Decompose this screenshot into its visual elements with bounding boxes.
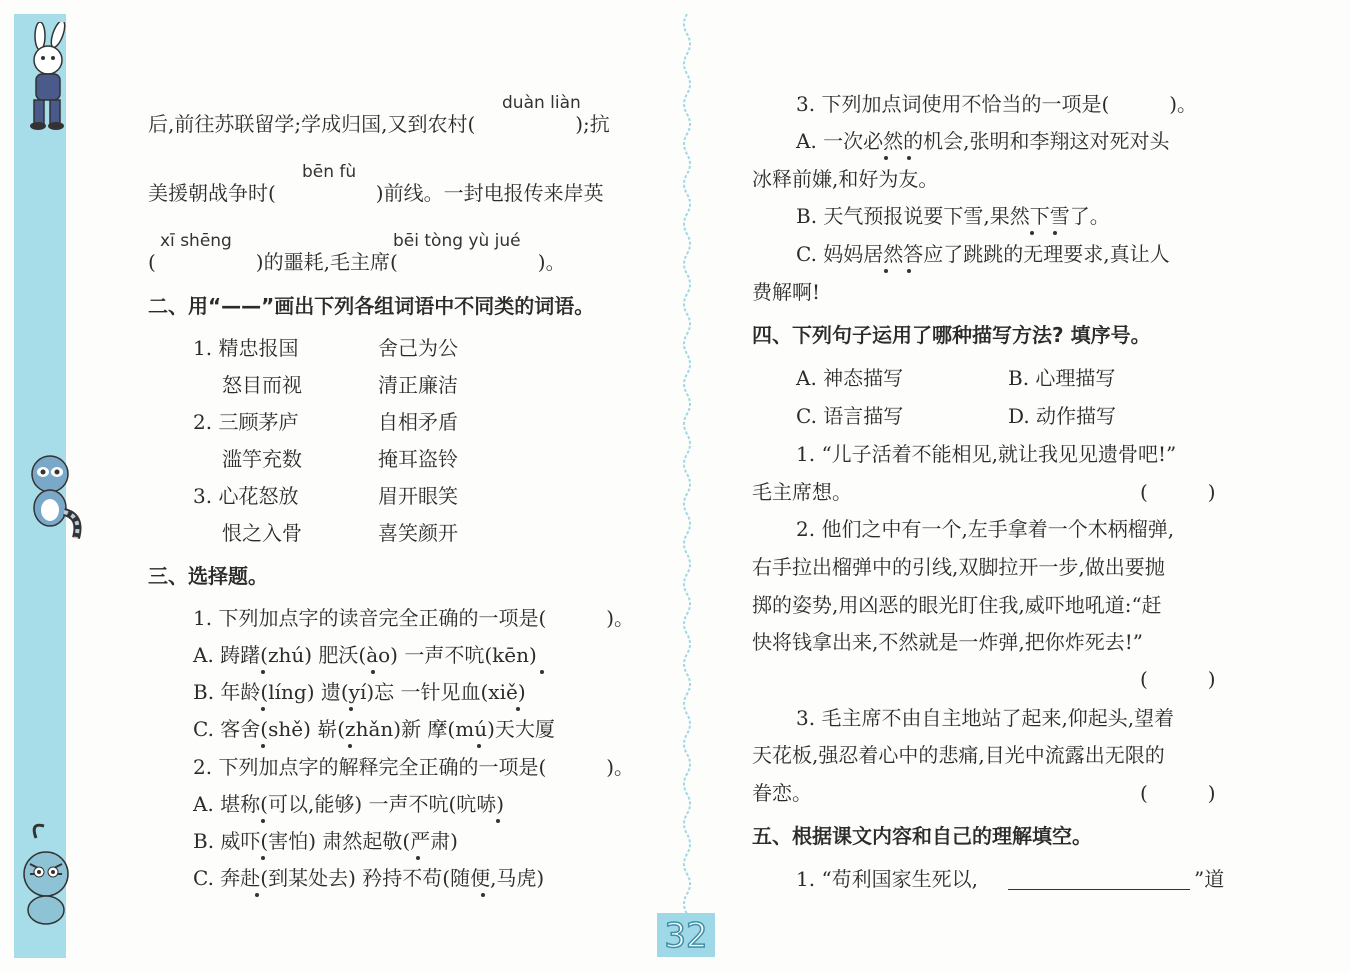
idiom-group-1b: 舍己为公 [378,336,458,360]
choice-q3-a-line2: 冰释前嫌,和好为友。 [752,167,939,191]
emphasis-dot [261,744,265,748]
sentence-2-line2: 右手拉出榴弹中的引线,双脚拉开一步,做出要抛 [752,555,1165,579]
sentence-2-line1: 2. 他们之中有一个,左手拿着一个木柄榴弹, [796,517,1175,541]
choice-q3-c-line2: 费解啊! [752,280,821,304]
option-d: D. 动作描写 [1008,404,1117,428]
page-gutter [678,14,696,914]
emphasis-dot [1030,231,1034,235]
emphasis-dot [261,856,265,860]
idiom-group-1c: 怒目而视 [222,373,302,397]
emphasis-dot [496,819,500,823]
emphasis-dot [884,156,888,160]
pinyin-duanlian: duàn liàn [502,93,581,113]
emphasis-dot [477,744,481,748]
idiom-group-2a: 2. 三顾茅庐 [193,410,299,434]
intro-line-3: ( )的噩耗,毛主席( )。 [148,250,566,274]
idiom-group-3b: 眉开眼笑 [378,484,458,508]
answer-paren-2: ( ) [1140,667,1216,691]
emphasis-dot [348,744,352,748]
tiger-icon [16,818,76,928]
emphasis-dot [261,670,265,674]
choice-q3-b: B. 天气预报说要下雪,果然下雪了。 [796,204,1110,228]
choice-q2-c: C. 奔赴(到某处去) 矜持不苟(随便,马虎) [193,866,545,890]
sentence-2-line3: 掷的姿势,用凶恶的眼光盯住我,威吓地吼道:“赶 [752,593,1162,617]
emphasis-dot [255,893,259,897]
emphasis-dot [349,707,353,711]
section-5-title: 五、根据课文内容和自己的理解填空。 [752,824,1092,848]
pinyin-xisheng: xī shēng [160,231,232,251]
idiom-group-3a: 3. 心花怒放 [193,484,299,508]
emphasis-dot [884,269,888,273]
emphasis-dot [261,819,265,823]
emphasis-dot [261,707,265,711]
sentence-1-line2: 毛主席想。 [752,480,852,504]
emphasis-dot [907,269,911,273]
idiom-group-3d: 喜笑颜开 [378,521,458,545]
section-3-title: 三、选择题。 [148,564,268,588]
fill-q1-end: ”道 [1194,867,1225,891]
emphasis-dot [516,707,520,711]
emphasis-dot [371,670,375,674]
option-c: C. 语言描写 [796,404,904,428]
option-b: B. 心理描写 [1008,366,1116,390]
emphasis-dot [1053,231,1057,235]
pinyin-beitongyujue: bēi tòng yù jué [393,231,521,251]
section-4-title: 四、下列句子运用了哪种描写方法? 填序号。 [752,323,1151,347]
sentence-2-line4: 快将钱拿出来,不然就是一炸弹,把你炸死去!” [752,630,1143,654]
choice-q1-c: C. 客舍(shě) 崭(zhǎn)新 摩(mú)天大厦 [193,717,555,741]
sentence-1-line1: 1. “儿子活着不能相见,就让我见见遗骨吧!” [796,442,1177,466]
fill-blank-line[interactable] [1008,889,1190,890]
emphasis-dot [540,670,544,674]
answer-paren-3: ( ) [1140,781,1216,805]
choice-q1-b: B. 年龄(líng) 遗(yí)忘 一针见血(xiě) [193,680,526,704]
sentence-3-line2: 天花板,强忍着心中的悲痛,目光中流露出无限的 [752,743,1165,767]
choice-q3: 3. 下列加点词使用不恰当的一项是( )。 [796,92,1198,116]
idiom-group-1d: 清正廉洁 [378,373,458,397]
emphasis-dot [907,156,911,160]
choice-q1: 1. 下列加点字的读音完全正确的一项是( )。 [193,606,635,630]
choice-q2-b: B. 威吓(害怕) 肃然起敬(严肃) [193,829,458,853]
choice-q3-a-line1: A. 一次必然的机会,张明和李翔这对死对头 [796,129,1170,153]
intro-line-2: 美援朝战争时( )前线。一封电报传来岸英 [148,181,604,205]
sentence-3-line3: 眷恋。 [752,781,812,805]
rabbit-icon [16,22,82,132]
emphasis-dot [481,893,485,897]
emphasis-dot [416,856,420,860]
choice-q2-a: A. 堪称(可以,能够) 一声不吭(吭哧) [193,792,505,816]
page-number: 32 [664,916,708,956]
idiom-group-3c: 恨之入骨 [222,521,302,545]
fill-q1-start: 1. “苟利国家生死以, [796,867,979,891]
intro-line-1: 后,前往苏联留学;学成归国,又到农村( );抗 [148,112,610,136]
idiom-group-2d: 掩耳盗铃 [378,447,458,471]
answer-paren-1: ( ) [1140,480,1216,504]
sentence-3-line1: 3. 毛主席不由自主地站了起来,仰起头,望着 [796,706,1175,730]
idiom-group-2c: 滥竽充数 [222,447,302,471]
pinyin-benfu: bēn fù [302,162,357,182]
option-a: A. 神态描写 [796,366,904,390]
raccoon-icon [18,446,88,546]
choice-q2: 2. 下列加点字的解释完全正确的一项是( )。 [193,755,635,779]
choice-q3-c-line1: C. 妈妈居然答应了跳跳的无理要求,真让人 [796,242,1170,266]
idiom-group-1a: 1. 精忠报国 [193,336,299,360]
choice-q1-a: A. 踌躇(zhú) 肥沃(ào) 一声不吭(kēn) [193,643,537,667]
idiom-group-2b: 自相矛盾 [378,410,458,434]
section-2-title: 二、用“——”画出下列各组词语中不同类的词语。 [148,294,595,318]
